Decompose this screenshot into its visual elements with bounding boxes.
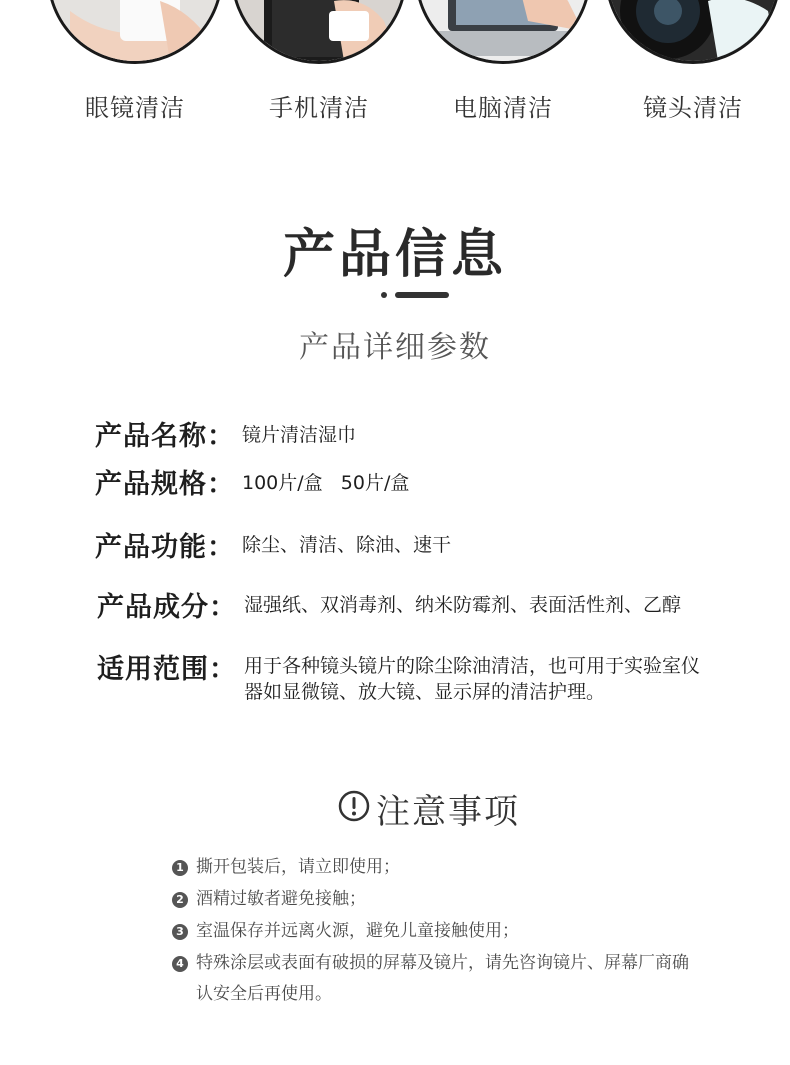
spec-value-name: 镜片清洁湿巾 — [242, 424, 357, 446]
spec-label-scope: 适用范围： — [97, 654, 237, 685]
note-number-badge: 3 — [172, 924, 188, 940]
note-text: 室温保存并远离火源，避免儿童接触使用； — [196, 921, 519, 941]
camera-lens-cleaning-illustration — [608, 0, 778, 61]
note-number-badge: 1 — [172, 860, 188, 876]
note-text: 特殊涂层或表面有破损的屏幕及镜片，请先咨询镜片、屏幕厂商确认安全后再使用。 — [196, 953, 689, 1004]
notes-title: 注意事项 — [376, 792, 520, 832]
divider-bar — [395, 292, 449, 298]
spec-value-size: 100片/盒 50片/盒 — [242, 472, 410, 494]
usage-label: 手机清洁 — [269, 94, 369, 122]
usage-scenarios — [0, 0, 790, 130]
info-circle-icon — [338, 790, 370, 822]
glasses-cleaning-photo — [47, 0, 223, 64]
laptop-cleaning-illustration — [418, 0, 588, 61]
spec-value-function: 除尘、清洁、除油、速干 — [242, 534, 452, 556]
spec-label-name: 产品名称： — [95, 421, 235, 452]
note-number-badge: 4 — [172, 956, 188, 972]
usage-label: 电脑清洁 — [453, 94, 553, 122]
usage-phone — [231, 0, 411, 130]
title-divider — [381, 291, 451, 299]
usage-camera-lens — [605, 0, 785, 130]
spec-value-scope: 用于各种镜头镜片的除尘除油清洁，也可用于实验室仪器如显微镜、放大镜、显示屏的清洁护理。 — [244, 655, 701, 703]
usage-laptop — [415, 0, 595, 130]
section-subtitle: 产品详细参数 — [299, 330, 491, 365]
spec-label-ingredients: 产品成分： — [97, 592, 237, 623]
usage-glasses — [47, 0, 227, 130]
usage-label: 眼镜清洁 — [85, 94, 185, 122]
laptop-cleaning-photo — [415, 0, 591, 64]
spec-label-function: 产品功能： — [95, 532, 235, 563]
spec-value-ingredients: 湿强纸、双消毒剂、纳米防霉剂、表面活性剂、乙醇 — [244, 594, 682, 616]
glasses-cleaning-illustration — [50, 0, 220, 61]
note-text: 撕开包装后，请立即使用； — [196, 857, 400, 877]
camera-lens-cleaning-photo — [605, 0, 781, 64]
note-text: 酒精过敏者避免接触； — [196, 889, 366, 909]
phone-cleaning-illustration — [234, 0, 404, 61]
usage-label: 镜头清洁 — [643, 94, 743, 122]
divider-dot — [381, 292, 387, 298]
note-number-badge: 2 — [172, 892, 188, 908]
phone-cleaning-photo — [231, 0, 407, 64]
section-title: 产品信息 — [282, 225, 507, 285]
spec-label-size: 产品规格： — [95, 469, 235, 500]
